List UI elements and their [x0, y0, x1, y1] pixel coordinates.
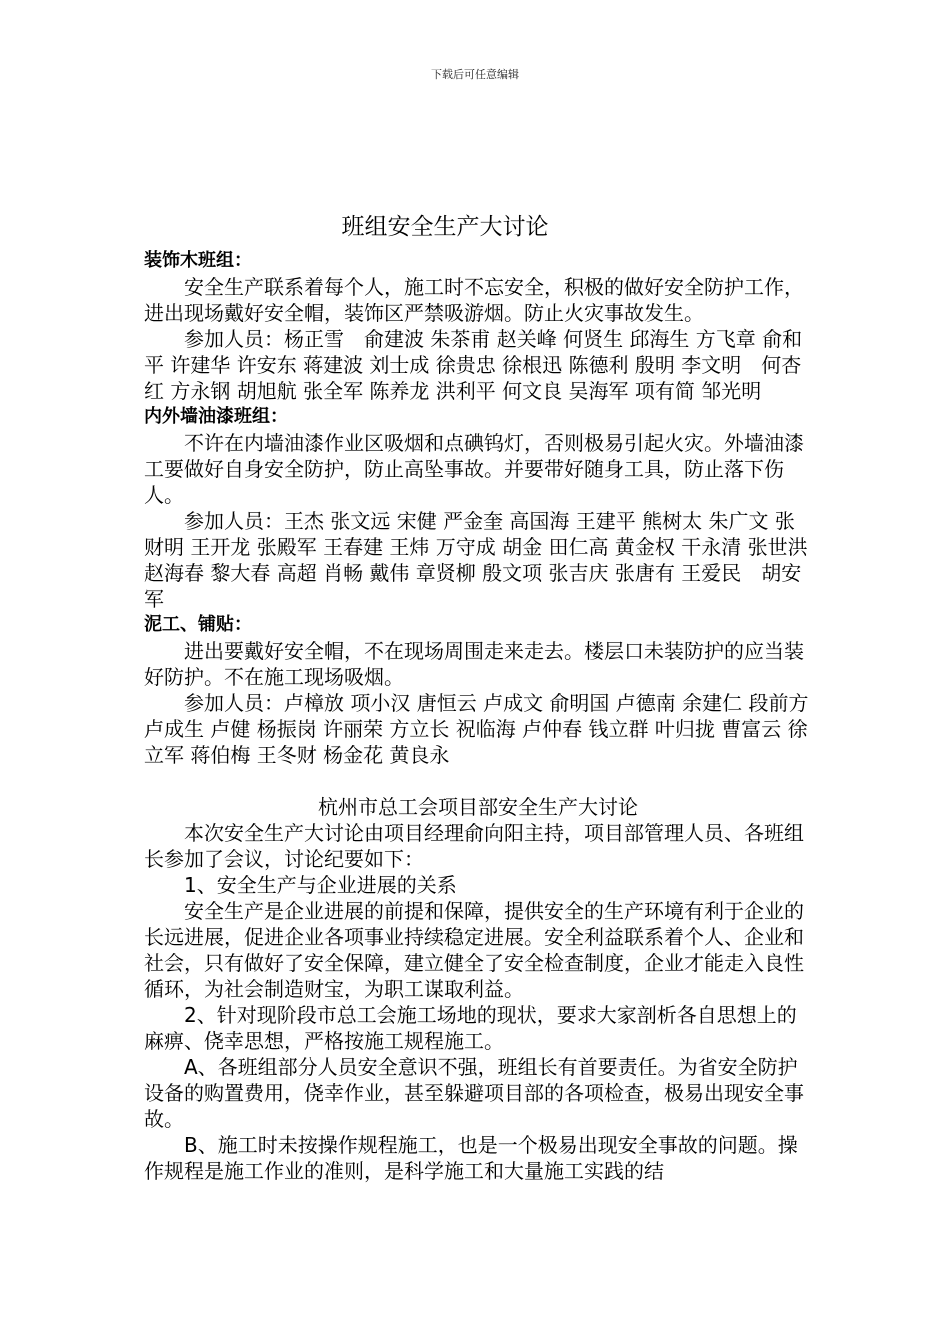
section-body-carpentry: 安全生产联系着每个人，施工时不忘安全，积极的做好安全防护工作，进出现场戴好安全帽，装饰区严禁吸游烟。防止火灾事故发生。 [144, 275, 804, 325]
document-body [144, 248, 812, 1184]
meeting-point2: 2、针对现阶段市总工会施工场地的现状，要求大家剖析各自思想上的麻痹、侥幸思想，严格按施工规程施工。 [144, 1003, 797, 1053]
page-title: 班组安全生产大讨论 [341, 214, 549, 240]
meeting-point-a: A、各班组部分人员安全意识不强，班组长有首要责任。为省安全防护设备的购置费用，侥幸作业，甚至躲避项目部的各项检查，极易出现安全事故。 [144, 1055, 804, 1131]
section-body-masonry: 进出要戴好安全帽，不在现场周围走来走去。楼层口未装防护的应当装好防护。不在施工现场吸烟。 [144, 639, 804, 689]
section-members-painting: 参加人员：王杰 张文远 宋健 严金奎 高国海 王建平 熊树太 朱广文 张财明 王开龙 张殿军 王春建 王炜 万守成 胡金 田仁高 黄金权 干永清 张世洪 赵海春 黎大春 高超 肖畅 戴伟 章贤柳 殷文项 张吉庆 张唐有 王爱民 胡安军 [144, 509, 808, 611]
meeting-point-b: B、施工时未按操作规程施工，也是一个极易出现安全事故的问题。操作规程是施工作业的准则，是科学施工和大量施工实践的结 [144, 1133, 798, 1183]
meeting-point1-title: 1、安全生产与企业进展的关系 [184, 873, 457, 897]
meeting-title: 杭州市总工会项目部安全生产大讨论 [318, 795, 638, 819]
section-body-painting: 不许在内墙油漆作业区吸烟和点碘钨灯，否则极易引起火灾。外墙油漆工要做好自身安全防护，防止高坠事故。并要带好随身工具，防止落下伤人。 [144, 431, 804, 507]
section-heading-masonry: 泥工、铺贴： [144, 614, 252, 635]
section-members-masonry: 参加人员：卢樟放 项小汉 唐恒云 卢成文 俞明国 卢德南 余建仁 段前方 卢成生 卢健 杨振岗 许丽荣 方立长 祝临海 卢仲春 钱立群 叶归拢 曹富云 徐立军 蒋伯梅 王冬财 杨金花 黄良永 [144, 691, 809, 767]
page-header-note: 下载后可任意编辑 [431, 68, 519, 81]
meeting-intro: 本次安全生产大讨论由项目经理俞向阳主持，项目部管理人员、各班组长参加了会议，讨论纪要如下： [144, 821, 804, 871]
section-heading-carpentry: 装饰木班组： [144, 250, 252, 271]
section-heading-painting: 内外墙油漆班组： [144, 406, 288, 427]
spacer [144, 768, 812, 794]
section-members-carpentry: 参加人员：杨正雪 俞建波 朱茶甫 赵关峰 何贤生 邱海生 方飞章 俞和平 许建华 许安东 蒋建波 刘士成 徐贵忠 徐根迅 陈德利 殷明 李文明 何杏红 方永钢 胡旭航 张全军 陈养龙 洪利平 何文良 吴海军 项有简 邹光明 [144, 327, 803, 403]
meeting-point1-body: 安全生产是企业进展的前提和保障，提供安全的生产环境有利于企业的长远进展，促进企业各项事业持续稳定进展。安全利益联系着个人、企业和社会，只有做好了安全保障，建立健全了安全检查制度，企业才能走入良性循环，为社会制造财宝，为职工谋取利益。 [144, 899, 804, 1001]
